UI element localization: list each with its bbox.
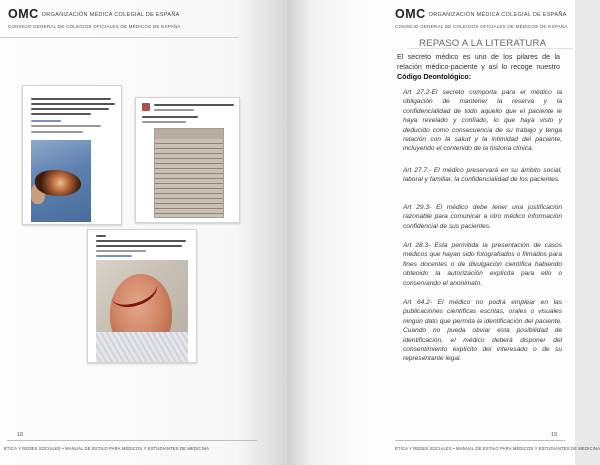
omc-logo-text: OMC bbox=[8, 7, 39, 21]
social-post-screenshot-3 bbox=[87, 229, 197, 363]
left-page bbox=[0, 0, 287, 465]
right-page-header bbox=[395, 5, 568, 29]
left-page-header bbox=[8, 5, 181, 29]
intro-text: El secreto médico es uno de los pilares de la relación médico-paciente y así lo recoge nuestro bbox=[397, 53, 560, 71]
article-64-2: Art 64.2- El médico no podrá emplear en las publicaciones científicas escritas, orales o visuales ningún dato que permita la identificación del paciente. Cuando no pueda obviar esta posibilidad de identificación, el médico deberá disponer del consentimiento explícito del interesado o de su representante legal. bbox=[403, 299, 562, 363]
intro-paragraph bbox=[397, 52, 560, 82]
section-title: REPASO A LA LITERATURA bbox=[419, 38, 547, 49]
burn-injury-photo bbox=[31, 140, 91, 222]
organization-name: ORGANIZACIÓN MÉDICA COLEGIAL DE ESPAÑA bbox=[428, 12, 567, 18]
avatar bbox=[142, 103, 150, 111]
social-post-screenshot-2 bbox=[135, 97, 240, 223]
article-28-3: Art 28.3- Esta permitida la presentación de casos médicos que hayan sido fotografiados o filmados para fines docentes o de divulgación científica habiendo obtenido la autorización explícita para ello o conservando el anonimato. bbox=[403, 242, 562, 287]
organization-name: ORGANIZACIÓN MÉDICA COLEGIAL DE ESPAÑA bbox=[41, 12, 180, 18]
clinical-record-photo bbox=[154, 128, 224, 218]
left-page-number: 18 bbox=[17, 432, 24, 438]
council-name: CONSEJO GENERAL DE COLEGIOS OFICIALES DE MÉDICOS DE ESPAÑA bbox=[8, 24, 181, 29]
article-29-3: Art 29.3- El médico debe tener una justificación razonable para comunicar a otro médico información confidencial de sus pacientes. bbox=[403, 204, 562, 230]
social-post-screenshot-1 bbox=[22, 85, 122, 225]
right-page-number: 19 bbox=[551, 432, 558, 438]
footer-rule bbox=[395, 440, 565, 441]
article-27-7: Art 27.7.- El médico preservará en su ámbito social, laboral y familiar, la confidencialidad de los pacientes. bbox=[403, 167, 562, 184]
right-page bbox=[287, 0, 600, 465]
right-footer-text: ÉTICA Y REDES SOCIALES • MANUAL DE ESTILO PARA MÉDICOS Y ESTUDIANTES DE MEDICINA bbox=[395, 446, 600, 451]
facial-wound-photo bbox=[96, 260, 188, 360]
intro-bold-text: Código Deontológico: bbox=[397, 73, 472, 81]
council-name: CONSEJO GENERAL DE COLEGIOS OFICIALES DE MÉDICOS DE ESPAÑA bbox=[395, 24, 568, 29]
left-footer-text: ÉTICA Y REDES SOCIALES • MANUAL DE ESTILO PARA MÉDICOS Y ESTUDIANTES DE MEDICINA bbox=[4, 446, 210, 451]
omc-logo-text: OMC bbox=[395, 7, 426, 21]
article-27-2: Art 27.2-El secreto comporta para el médico la obligación de mantener la reserva y la confidencialidad de todo aquello que el paciente le haya revelado y confiado, lo que haya visto y deducido como consecuencia de su trabajo y tenga relación con la salud y la intimidad del paciente, incluyendo el contenido de la historia clínica. bbox=[403, 89, 562, 153]
header-rule bbox=[0, 37, 238, 38]
footer-rule bbox=[7, 440, 257, 441]
